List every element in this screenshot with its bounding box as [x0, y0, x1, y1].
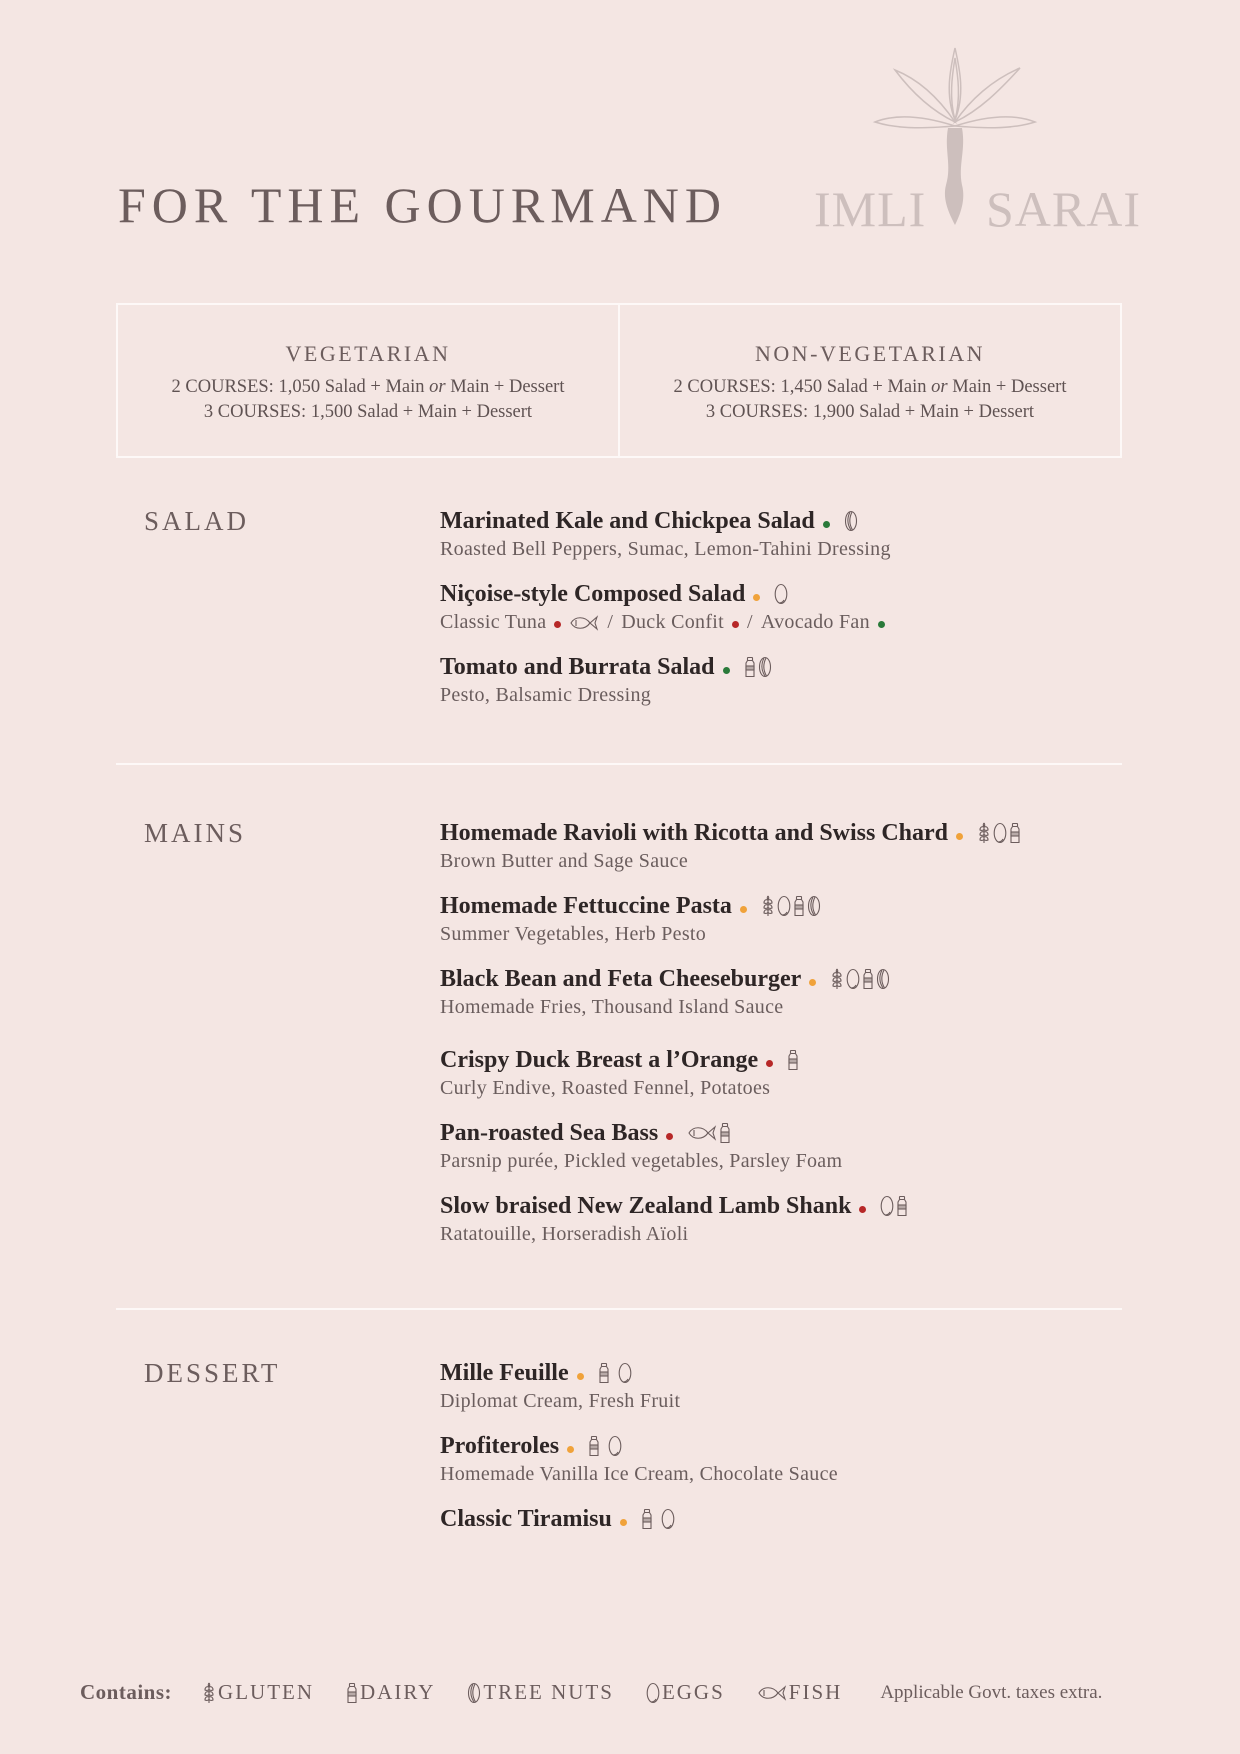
pricing-vegetarian: [118, 305, 618, 456]
item-name: Tomato and Burrata Salad: [440, 654, 715, 680]
gluten-icon: [830, 968, 844, 990]
option-label: Classic Tuna: [440, 611, 547, 633]
menu-item: [440, 1191, 1120, 1248]
legend-label: GLUTEN: [218, 1680, 315, 1704]
legend-dairy: [346, 1680, 435, 1705]
menu-items: [440, 506, 1120, 725]
eggs-icon: [880, 1195, 894, 1217]
veg-indicator-icon: [823, 521, 830, 528]
allergen-icons: [598, 1362, 632, 1384]
eggs-icon: [846, 968, 860, 990]
section-heading: DESSERT: [144, 1358, 281, 1388]
eggs-icon: [777, 895, 791, 917]
item-name-row: [440, 652, 1120, 682]
pricing-box: [116, 303, 1122, 458]
item-name-row: [440, 1118, 1120, 1148]
eggs-icon: [618, 1362, 632, 1384]
price-text: Main + Dessert: [445, 377, 565, 397]
menu-item: [440, 1358, 1120, 1415]
item-name: Classic Tiramisu: [440, 1506, 612, 1532]
item-description: Ratatouille, Horseradish Aïoli: [440, 1223, 689, 1245]
legend-gluten: [202, 1680, 314, 1705]
dairy-icon: [719, 1122, 731, 1144]
tree-nuts-icon: [844, 510, 858, 532]
allergen-icons: [774, 583, 788, 605]
brand-name-right: SARAI: [986, 181, 1142, 237]
legend-fish: [757, 1680, 843, 1705]
item-name: Homemade Fettuccine Pasta: [440, 893, 732, 919]
pricing-heading: NON-VEGETARIAN: [755, 341, 985, 366]
tree-nuts-icon: [467, 1682, 481, 1704]
dairy-icon: [896, 1195, 908, 1217]
pricing-non-vegetarian: [618, 305, 1120, 456]
menu-item: [440, 891, 1120, 948]
dairy-icon: [641, 1508, 653, 1530]
legend-label: TREE NUTS: [483, 1680, 614, 1704]
item-name: Crispy Duck Breast a l’Orange: [440, 1047, 759, 1073]
menu-item: [440, 1118, 1120, 1175]
non-veg-indicator-icon: [766, 1060, 773, 1067]
option-label: Avocado Fan: [760, 611, 870, 633]
egg-indicator-icon: [740, 906, 747, 913]
menu-item: [440, 579, 1120, 636]
item-name: Homemade Ravioli with Ricotta and Swiss Chard: [440, 820, 949, 846]
egg-indicator-icon: [809, 979, 816, 986]
item-name: Pan-roasted Sea Bass: [440, 1120, 659, 1146]
item-description: Pesto, Balsamic Dressing: [440, 684, 652, 706]
eggs-icon: [774, 583, 788, 605]
allergen-icons: [787, 1049, 799, 1071]
allergen-icons: [880, 1195, 908, 1217]
contains-label: Contains:: [80, 1680, 173, 1704]
dairy-icon: [588, 1435, 600, 1457]
item-description: Roasted Bell Peppers, Sumac, Lemon-Tahini Dressing: [440, 538, 891, 560]
item-name-row: [440, 1358, 1120, 1388]
price-or: or: [429, 377, 446, 397]
section-heading: MAINS: [144, 818, 247, 848]
allergen-icons: [744, 656, 772, 678]
egg-indicator-icon: [577, 1373, 584, 1380]
legend-label: FISH: [788, 1680, 843, 1704]
section-divider: [116, 763, 1122, 765]
egg-indicator-icon: [956, 833, 963, 840]
dairy-icon: [793, 895, 805, 917]
item-name-row: [440, 1504, 1120, 1534]
eggs-icon: [993, 822, 1007, 844]
veg-indicator-icon: [723, 667, 730, 674]
item-name-row: [440, 1431, 1120, 1461]
legend-eggs: [646, 1680, 725, 1705]
price-or: or: [931, 377, 948, 397]
fish-icon: [757, 1685, 787, 1701]
fish-icon: [687, 1125, 717, 1141]
menu-item: [440, 652, 1120, 709]
item-name: Niçoise-style Composed Salad: [440, 581, 746, 607]
item-description: Homemade Vanilla Ice Cream, Chocolate Sauce: [440, 1463, 838, 1485]
gluten-icon: [761, 895, 775, 917]
menu-item: [440, 1504, 1120, 1534]
gluten-icon: [202, 1682, 216, 1704]
item-name-row: [440, 506, 1120, 536]
allergen-icons: [761, 895, 821, 917]
eggs-icon: [661, 1508, 675, 1530]
gluten-icon: [977, 822, 991, 844]
item-name: Mille Feuille: [440, 1360, 569, 1386]
item-name-row: [440, 579, 1120, 609]
dairy-icon: [346, 1682, 358, 1704]
option-label: Duck Confit: [621, 611, 724, 633]
egg-indicator-icon: [620, 1519, 627, 1526]
item-description: Summer Vegetables, Herb Pesto: [440, 923, 707, 945]
dairy-icon: [787, 1049, 799, 1071]
dairy-icon: [1009, 822, 1021, 844]
dairy-icon: [598, 1362, 610, 1384]
tree-nuts-icon: [876, 968, 890, 990]
non-veg-indicator-icon: [859, 1206, 866, 1213]
item-name: Black Bean and Feta Cheeseburger: [440, 966, 802, 992]
pricing-heading: VEGETARIAN: [285, 341, 451, 366]
price-text: Main + Dessert: [947, 377, 1067, 397]
brand-logo: [810, 40, 1142, 240]
menu-items: [440, 1358, 1120, 1550]
item-name-row: [440, 818, 1120, 848]
allergen-icons: [588, 1435, 622, 1457]
item-description: Diplomat Cream, Fresh Fruit: [440, 1390, 681, 1412]
item-options: [440, 609, 1120, 636]
option-separator: /: [747, 611, 753, 633]
two-course-price: [620, 375, 1120, 400]
two-course-price: [118, 375, 618, 400]
item-name: Profiteroles: [440, 1433, 560, 1459]
section-divider: [116, 1308, 1122, 1310]
item-description: Parsnip purée, Pickled vegetables, Parsley Foam: [440, 1150, 843, 1172]
allergen-icons: [641, 1508, 675, 1530]
non-veg-indicator-icon: [666, 1133, 673, 1140]
section-heading: SALAD: [144, 506, 250, 536]
item-name-row: [440, 964, 1120, 994]
non-veg-indicator-icon: [732, 621, 739, 628]
menu-item: [440, 818, 1120, 875]
legend-label: EGGS: [661, 1680, 725, 1704]
egg-indicator-icon: [753, 594, 760, 601]
item-name-row: [440, 1191, 1120, 1221]
allergen-icons: [844, 510, 858, 532]
dairy-icon: [744, 656, 756, 678]
egg-indicator-icon: [567, 1446, 574, 1453]
option-separator: /: [607, 611, 614, 633]
allergen-icons: [687, 1122, 731, 1144]
three-course-price: 3 COURSES: 1,900 Salad + Main + Dessert: [705, 402, 1035, 422]
tree-nuts-icon: [758, 656, 772, 678]
menu-item: [440, 964, 1120, 1021]
tree-nuts-icon: [807, 895, 821, 917]
fish-icon: [569, 615, 599, 631]
menu-item: [440, 506, 1120, 563]
item-description: Homemade Fries, Thousand Island Sauce: [440, 996, 784, 1018]
eggs-icon: [608, 1435, 622, 1457]
allergen-legend: [80, 1680, 1102, 1705]
three-course-price: 3 COURSES: 1,500 Salad + Main + Dessert: [203, 402, 533, 422]
page-title: FOR THE GOURMAND: [118, 177, 728, 233]
allergen-icons: [977, 822, 1021, 844]
item-name-row: [440, 1045, 1120, 1075]
item-description: Curly Endive, Roasted Fennel, Potatoes: [440, 1077, 771, 1099]
menu-items: [440, 818, 1120, 1264]
brand-name-left: IMLI: [814, 181, 927, 237]
menu-item: [440, 1045, 1120, 1102]
item-name-row: [440, 891, 1120, 921]
legend-tree-nuts: [467, 1680, 614, 1705]
item-description: Brown Butter and Sage Sauce: [440, 850, 689, 872]
dairy-icon: [862, 968, 874, 990]
price-text: 2 COURSES: 1,050 Salad + Main: [171, 377, 430, 397]
menu-item: [440, 1431, 1120, 1488]
tax-note: Applicable Govt. taxes extra.: [880, 1681, 1103, 1703]
eggs-icon: [646, 1682, 660, 1704]
non-veg-indicator-icon: [554, 621, 561, 628]
legend-label: DAIRY: [360, 1680, 436, 1704]
price-text: 2 COURSES: 1,450 Salad + Main: [673, 377, 932, 397]
item-name: Slow braised New Zealand Lamb Shank: [440, 1193, 852, 1219]
allergen-icons: [830, 968, 890, 990]
veg-indicator-icon: [878, 621, 885, 628]
item-name: Marinated Kale and Chickpea Salad: [440, 508, 815, 534]
